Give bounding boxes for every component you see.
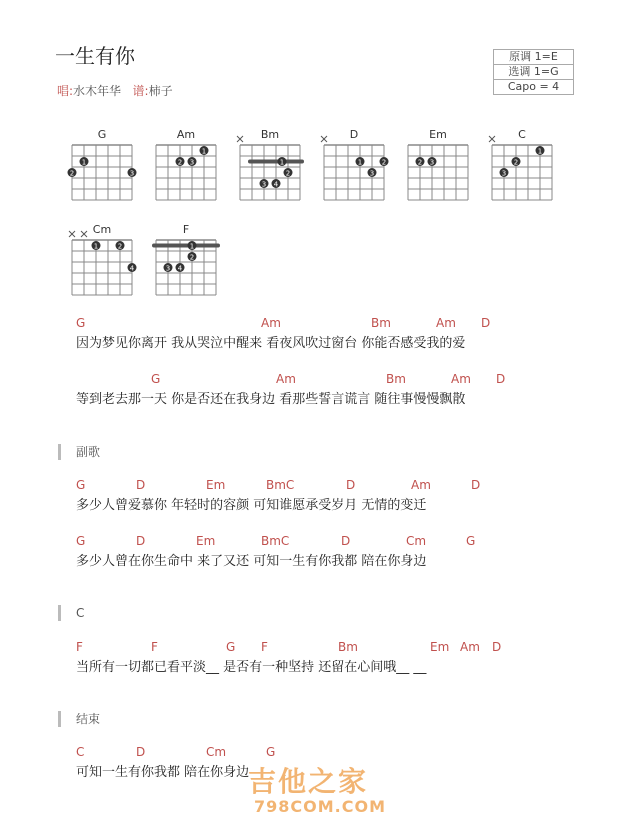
chord-label: F	[261, 640, 268, 654]
section-chorus: 副歌	[58, 444, 100, 460]
finger-number: 2	[189, 253, 195, 262]
finger-number: 2	[417, 158, 423, 167]
finger-number: 1	[81, 158, 87, 167]
chord-grid	[62, 128, 142, 208]
chord-label: G	[226, 640, 236, 654]
chord-diagram-f	[146, 223, 226, 313]
finger-number: 3	[429, 158, 435, 167]
chord-grid	[62, 223, 142, 303]
chord-label: BmC	[266, 478, 295, 492]
chord-label: G	[76, 478, 86, 492]
chord-diagram-c	[482, 128, 562, 218]
chord-label: Am	[436, 316, 456, 330]
finger-number: 2	[381, 158, 387, 167]
chord-label: Am	[460, 640, 480, 654]
finger-number: 1	[279, 158, 285, 167]
chord-label: Cm	[206, 745, 227, 759]
chord-diagram-d	[314, 128, 394, 218]
chord-name: F	[182, 223, 190, 236]
tabber-label: 谱:	[132, 84, 149, 98]
finger-number: 3	[165, 264, 171, 273]
chord-name: D	[349, 128, 359, 141]
chord-label: BmC	[261, 534, 290, 548]
lyric-text: 因为梦见你离开 我从哭泣中醒来 看夜风吹过窗台 你能否感受我的爱	[76, 336, 466, 351]
finger-number: 1	[201, 147, 207, 156]
finger-number: 3	[369, 169, 375, 178]
lyric-line	[76, 478, 546, 514]
selected-key: 选调 1=G	[494, 65, 573, 80]
chord-label: Bm	[371, 316, 391, 330]
chord-diagram-em	[398, 128, 478, 218]
chord-label: G	[76, 316, 86, 330]
finger-number: 4	[273, 180, 279, 189]
chord-name: Cm	[92, 223, 112, 236]
chord-label: D	[136, 478, 146, 492]
chord-grid	[230, 128, 310, 208]
tabber-name[interactable]: 柿子	[148, 84, 173, 98]
chord-label: D	[136, 745, 146, 759]
chord-name: G	[97, 128, 107, 141]
chord-label: D	[492, 640, 502, 654]
key-info-box	[493, 49, 574, 95]
chord-name: C	[518, 128, 526, 141]
chord-label: Em	[206, 478, 226, 492]
lyric-line	[76, 316, 546, 352]
lyric-text: 可知一生有你我都 陪在你身边	[76, 765, 250, 780]
chord-label: D	[496, 372, 506, 386]
finger-number: 2	[69, 169, 75, 178]
finger-number: 4	[177, 264, 183, 273]
chord-label: D	[346, 478, 356, 492]
chord-diagram-g	[62, 128, 142, 218]
chord-label: G	[76, 534, 86, 548]
chord-label: Cm	[406, 534, 427, 548]
lyric-text: 多少人曾爱慕你 年轻时的容颜 可知谁愿承受岁月 无情的变迁	[76, 498, 427, 513]
song-title: 一生有你	[55, 44, 135, 68]
finger-number: 1	[357, 158, 363, 167]
section-c: C	[58, 605, 84, 621]
lyric-line	[76, 372, 546, 408]
lyric-line	[76, 534, 546, 570]
chord-label: Bm	[386, 372, 406, 386]
chord-name: Bm	[260, 128, 280, 141]
chord-label: G	[266, 745, 276, 759]
chord-label: Am	[276, 372, 296, 386]
chord-label: Am	[451, 372, 471, 386]
chord-label: Em	[430, 640, 450, 654]
section-ending: 结束	[58, 711, 100, 727]
finger-number: 3	[501, 169, 507, 178]
finger-number: 1	[537, 147, 543, 156]
finger-number: 4	[129, 264, 135, 273]
chord-grid	[314, 128, 394, 208]
capo-info: Capo = 4	[494, 80, 573, 95]
finger-number: 3	[189, 158, 195, 167]
chord-label: F	[151, 640, 158, 654]
finger-number: 1	[189, 242, 195, 251]
chord-label: Bm	[338, 640, 358, 654]
finger-number: 2	[177, 158, 183, 167]
chord-name: Em	[429, 128, 447, 141]
chord-label: G	[466, 534, 476, 548]
finger-number: 2	[285, 169, 291, 178]
chord-diagram-bm	[230, 128, 310, 218]
finger-number: 3	[261, 180, 267, 189]
chord-diagram-cm	[62, 223, 142, 313]
singer-label: 唱:	[57, 84, 74, 98]
lyric-text: 多少人曾在你生命中 来了又还 可知一生有你我都 陪在你身边	[76, 554, 427, 569]
lyric-line	[76, 640, 546, 676]
finger-number: 3	[129, 169, 135, 178]
chord-label: Am	[261, 316, 281, 330]
chord-label: D	[136, 534, 146, 548]
lyric-text: 当所有一切都已看平淡__ 是否有一种坚持 还留在心间哦__ __	[76, 660, 427, 675]
song-meta	[57, 82, 173, 99]
chord-label: F	[76, 640, 83, 654]
chord-label: D	[481, 316, 491, 330]
chord-label: D	[471, 478, 481, 492]
watermark-site: 798COM.COM	[254, 797, 387, 816]
finger-number: 2	[117, 242, 123, 251]
chord-label: D	[341, 534, 351, 548]
chord-grid	[146, 128, 226, 208]
chord-label: Em	[196, 534, 216, 548]
chord-label: C	[76, 745, 85, 759]
finger-number: 1	[93, 242, 99, 251]
finger-number: 2	[513, 158, 519, 167]
chord-label: Am	[411, 478, 431, 492]
chord-name: Am	[176, 128, 196, 141]
lyric-text: 等到老去那一天 你是否还在我身边 看那些誓言谎言 随往事慢慢飘散	[76, 392, 466, 407]
chord-diagram-am	[146, 128, 226, 218]
chord-label: G	[151, 372, 161, 386]
chord-grid	[398, 128, 478, 208]
original-key: 原调 1=E	[494, 50, 573, 65]
singer-name[interactable]: 水木年华	[73, 84, 122, 98]
chord-grid	[482, 128, 562, 208]
chord-grid	[146, 223, 226, 303]
watermark-logo: 吉他之家	[248, 765, 369, 798]
